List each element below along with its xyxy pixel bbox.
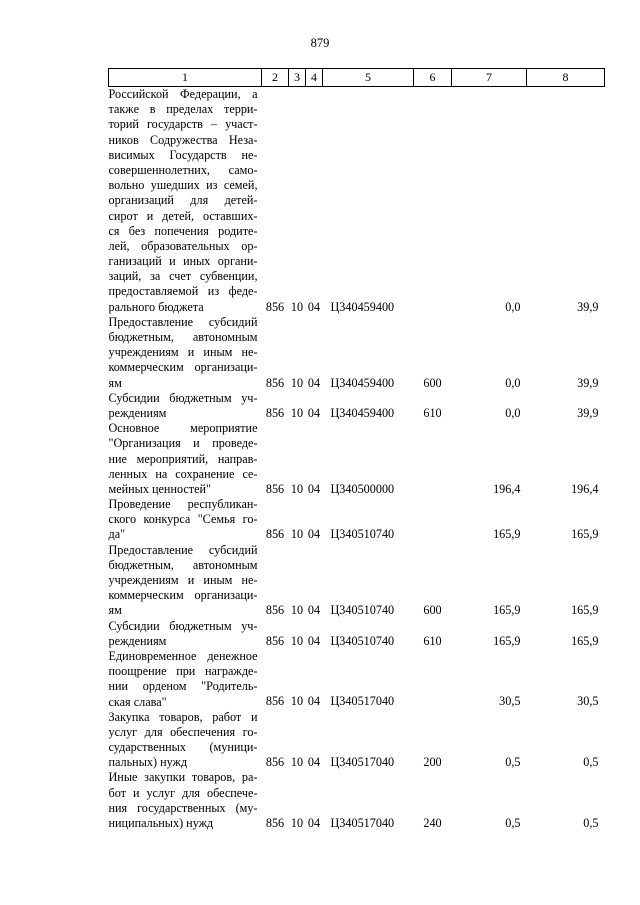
row-name-line: ниципальных) нужд — [108, 816, 214, 830]
col-5-code: Ц340510740 — [330, 527, 395, 542]
row-name-line: ся без попечения родите- — [108, 223, 258, 238]
col-6-code: 200 — [423, 755, 442, 770]
col-4-code: 04 — [307, 815, 321, 830]
col-3-code: 10 — [290, 755, 304, 770]
row-name-line: коммерческим организаци- — [108, 588, 258, 603]
col-6-code — [414, 497, 452, 543]
col-2-code: 856 — [265, 755, 285, 770]
row-name — [109, 315, 262, 391]
row-name — [109, 497, 262, 543]
col-8-value: 0,5 — [583, 755, 599, 770]
row-name — [109, 391, 262, 421]
row-name-line: ние мероприятий, направ- — [108, 451, 258, 466]
row-name-line: рального бюджета — [108, 299, 204, 314]
col-4-code: 04 — [307, 375, 321, 390]
row-name-line: ния государственных (му- — [108, 800, 258, 815]
table-row — [109, 391, 605, 421]
col-3-code: 10 — [290, 299, 304, 314]
col-3-code: 10 — [290, 633, 304, 648]
budget-table — [108, 68, 605, 831]
col-7-value: 196,4 — [493, 481, 521, 496]
col-3-code: 10 — [290, 815, 304, 830]
col-6-code — [414, 649, 452, 710]
row-name-line: Закупка товаров, работ и — [108, 709, 258, 724]
col-7-value: 0,5 — [505, 815, 521, 830]
col-4-code: 04 — [307, 481, 321, 496]
page-number: 879 — [310, 36, 330, 50]
row-name-line: пальных) нужд — [108, 755, 188, 770]
col-3-code: 10 — [290, 375, 304, 390]
table-row — [109, 770, 605, 831]
col-8-value: 165,9 — [571, 527, 599, 542]
row-name-line: учреждениям и иным не- — [108, 573, 258, 587]
row-name-line: Единовременное денежное — [108, 648, 258, 663]
row-name-line: Предоставление субсидий — [108, 314, 258, 329]
col-2-code: 856 — [265, 527, 285, 542]
row-name-line: мейных ценностей" — [108, 481, 212, 496]
row-name-line: ганизаций и иных органи- — [108, 254, 258, 269]
row-name — [109, 543, 262, 619]
row-name-line: коммерческим организаци- — [108, 360, 258, 375]
col-2-code: 856 — [265, 815, 285, 830]
col-2-code: 856 — [265, 603, 285, 618]
col-2-code: 856 — [265, 375, 285, 390]
col-2-code: 856 — [265, 633, 285, 648]
col-4-code: 04 — [307, 603, 321, 618]
table-row — [109, 710, 605, 771]
row-name-line: Субсидии бюджетным уч- — [108, 390, 258, 405]
col-6-code — [414, 421, 452, 497]
col-7-value: 30,5 — [499, 694, 521, 709]
row-name-line: ям — [108, 375, 122, 390]
row-name-line: торий государств – участ- — [108, 117, 258, 132]
col-7-value: 165,9 — [493, 633, 521, 648]
header-col-7: 7 — [452, 69, 527, 87]
col-5-code: Ц340500000 — [330, 481, 395, 496]
col-8-value: 165,9 — [571, 603, 599, 618]
row-name — [109, 421, 262, 497]
row-name-line: Субсидии бюджетным уч- — [108, 618, 258, 633]
col-5-code: Ц340517040 — [330, 755, 395, 770]
col-2-code: 856 — [265, 694, 285, 709]
row-name-line: "Организация и проведе- — [108, 436, 258, 451]
row-name-line: Предоставление субсидий — [108, 542, 258, 557]
col-2-code: 856 — [265, 405, 285, 420]
col-6-code: 600 — [423, 375, 442, 390]
col-6-code: 610 — [423, 405, 442, 420]
col-7-value: 165,9 — [493, 527, 521, 542]
row-name-line: Российской Федерации, а — [108, 87, 258, 101]
row-name-line: сирот и детей, оставших- — [108, 208, 258, 223]
col-4-code: 04 — [307, 527, 321, 542]
col-4-code: 04 — [307, 405, 321, 420]
table-row — [109, 543, 605, 619]
header-col-5: 5 — [323, 69, 414, 87]
row-name-line: бюджетным, автономным — [108, 557, 258, 572]
row-name-line: ленных на сохранение се- — [108, 466, 258, 481]
table-row — [109, 421, 605, 497]
col-5-code: Ц340459400 — [330, 299, 395, 314]
header-col-3: 3 — [289, 69, 306, 87]
row-name-line: ников Содружества Неза- — [108, 132, 258, 147]
row-name — [109, 619, 262, 649]
row-name — [109, 710, 262, 771]
row-name-line: лей, образовательных ор- — [108, 238, 258, 253]
col-7-value: 0,5 — [505, 755, 521, 770]
row-name — [109, 649, 262, 710]
col-6-code: 610 — [423, 633, 442, 648]
col-5-code: Ц340510740 — [330, 603, 395, 618]
col-3-code: 10 — [290, 527, 304, 542]
row-name — [109, 87, 262, 315]
col-8-value: 196,4 — [571, 481, 599, 496]
row-name-line: ского конкурса "Семья го- — [108, 512, 258, 527]
col-2-code: 856 — [265, 299, 285, 314]
col-7-value: 0,0 — [505, 405, 521, 420]
row-name-line: организаций для детей- — [108, 193, 258, 208]
col-3-code: 10 — [290, 481, 304, 496]
col-5-code: Ц340459400 — [330, 375, 395, 390]
col-3-code: 10 — [290, 405, 304, 420]
table-row — [109, 315, 605, 391]
header-col-1: 1 — [109, 69, 262, 87]
row-name-line: нии орденом "Родитель- — [108, 679, 258, 694]
table-body — [109, 87, 605, 832]
row-name — [109, 770, 262, 831]
row-name-line: бюджетным, автономным — [108, 330, 258, 344]
col-2-code: 856 — [265, 481, 285, 496]
row-name-line: поощрение при награжде- — [108, 664, 258, 679]
row-name-line: заций, за счет субвенции, — [108, 269, 258, 284]
header-col-6: 6 — [414, 69, 452, 87]
col-5-code: Ц340517040 — [330, 815, 395, 830]
row-name-line: сударственных (муници- — [108, 740, 258, 755]
col-6-code: 600 — [423, 603, 442, 618]
col-8-value: 0,5 — [583, 815, 599, 830]
col-6-code — [414, 87, 452, 315]
row-name-line: Иные закупки товаров, ра- — [108, 770, 258, 785]
row-name-line: реждениям — [108, 405, 167, 420]
table-row — [109, 497, 605, 543]
row-name-line: вольно ушедших из семей, — [108, 178, 258, 193]
col-8-value: 39,9 — [577, 405, 599, 420]
row-name-line: услуг для обеспечения го- — [108, 724, 258, 739]
row-name-line: Проведение республикан- — [108, 497, 258, 512]
row-name-line: ям — [108, 603, 122, 618]
row-name-line: да" — [108, 527, 126, 542]
header-col-2: 2 — [262, 69, 289, 87]
row-name-line: реждениям — [108, 633, 167, 648]
col-5-code: Ц340510740 — [330, 633, 395, 648]
col-8-value: 165,9 — [571, 633, 599, 648]
header-col-4: 4 — [306, 69, 323, 87]
col-3-code: 10 — [290, 603, 304, 618]
col-8-value: 39,9 — [577, 375, 599, 390]
header-row — [109, 69, 605, 87]
row-name-line: Основное мероприятие — [108, 421, 258, 436]
col-6-code: 240 — [423, 815, 442, 830]
col-4-code: 04 — [307, 694, 321, 709]
col-8-value: 30,5 — [577, 694, 599, 709]
col-7-value: 0,0 — [505, 299, 521, 314]
table-row — [109, 649, 605, 710]
table-row — [109, 619, 605, 649]
col-4-code: 04 — [307, 633, 321, 648]
row-name-line: висимых Государств не- — [108, 147, 258, 162]
col-3-code: 10 — [290, 694, 304, 709]
col-4-code: 04 — [307, 299, 321, 314]
header-col-8: 8 — [527, 69, 605, 87]
row-name-line: учреждениям и иным не- — [108, 345, 258, 360]
col-7-value: 0,0 — [505, 375, 521, 390]
col-4-code: 04 — [307, 755, 321, 770]
row-name-line: ская слава" — [108, 694, 167, 709]
col-8-value: 39,9 — [577, 299, 599, 314]
row-name-line: предоставляемой из феде- — [108, 284, 258, 299]
row-name-line: также в пределах терри- — [108, 102, 258, 117]
col-5-code: Ц340459400 — [330, 405, 395, 420]
row-name-line: бот и услуг для обеспече- — [108, 785, 258, 800]
col-5-code: Ц340517040 — [330, 694, 395, 709]
table-row — [109, 87, 605, 315]
col-7-value: 165,9 — [493, 603, 521, 618]
row-name-line: совершеннолетних, само- — [108, 162, 258, 177]
